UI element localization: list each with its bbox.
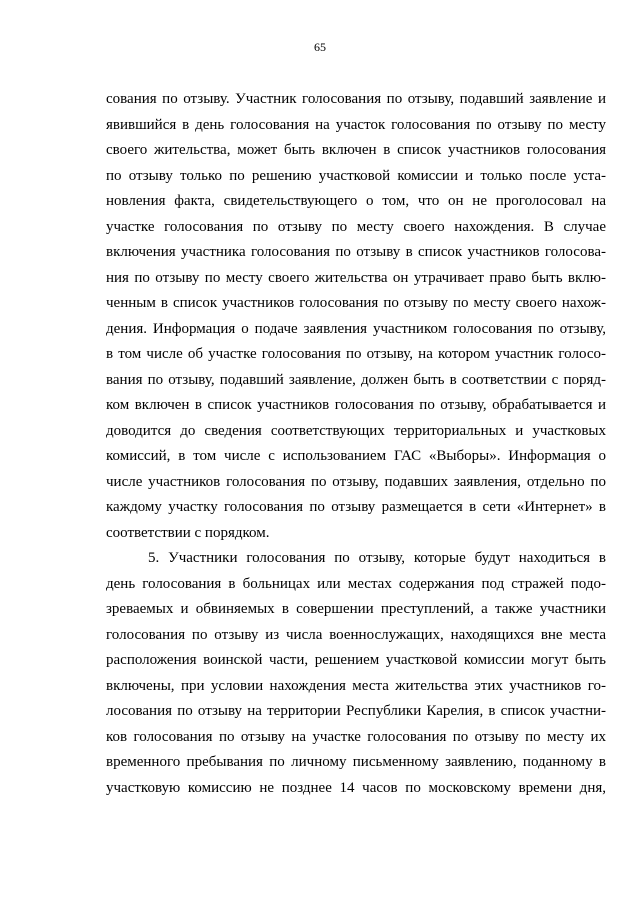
page-number: 65 bbox=[314, 40, 326, 54]
text-line: ченным в список участников голосования по отзыву по месту своего нахож- bbox=[106, 295, 606, 311]
text-line: ком включен в список участников голосования по отзыву, обрабатывается и bbox=[106, 397, 606, 413]
text-line: вания по отзыву, подавший заявление, должен быть в соответствии с поряд- bbox=[106, 371, 606, 388]
text-line: голосования по отзыву из числа военнослужащих, находящихся вне места bbox=[106, 626, 606, 643]
text-line: по отзыву только по решению участковой комиссии и только после уста- bbox=[106, 167, 606, 184]
text-line: включения участника голосования по отзыву в список участников голосова- bbox=[106, 244, 606, 260]
text-line: каждому участку голосования по отзыву размещается в сети «Интернет» в bbox=[106, 499, 606, 515]
text-line: зреваемых и обвиняемых в совершении преступлений, а также участники bbox=[106, 601, 606, 617]
text-line: доводится до сведения соответствующих территориальных и участковых bbox=[106, 422, 606, 439]
text-line: 5. Участники голосования по отзыву, которые будут находиться в bbox=[148, 550, 606, 566]
page-body bbox=[106, 87, 606, 801]
text-line: сования по отзыву. Участник голосования по отзыву, подавший заявление и bbox=[106, 91, 606, 107]
text-line: ния по отзыву по месту своего жительства он утрачивает право быть вклю- bbox=[106, 269, 606, 286]
text-line: участковую комиссию не позднее 14 часов по московскому времени дня, bbox=[106, 779, 606, 796]
text-line: дения. Информация о подаче заявления участником голосования по отзыву, bbox=[106, 320, 606, 337]
text-line: временного пребывания по личному письменному заявлению, поданному в bbox=[106, 754, 606, 770]
text-line: своего жительства, может быть включен в список участников голосования bbox=[106, 142, 606, 158]
text-line: явившийся в день голосования на участок голосования по отзыву по месту bbox=[106, 116, 606, 133]
text-line: соответствии с порядком. bbox=[106, 524, 270, 541]
text-line: участке голосования по отзыву по месту своего нахождения. В случае bbox=[106, 218, 606, 235]
text-line: ков голосования по отзыву на участке голосования по отзыву по месту их bbox=[106, 728, 606, 745]
text-line: день голосования в больницах или местах содержания под стражей подо- bbox=[106, 575, 606, 592]
text-line: комиссий, в том числе с использованием ГАС «Выборы». Информация о bbox=[106, 448, 606, 464]
text-line: расположения воинской части, решением участковой комиссии могут быть bbox=[106, 652, 606, 668]
text-line: новления факта, свидетельствующего о том, что он не проголосовал на bbox=[106, 193, 606, 209]
text-line: числе участников голосования по отзыву, подавших заявления, отдельно по bbox=[106, 473, 606, 490]
text-line: лосования по отзыву на территории Республики Карелия, в список участни- bbox=[106, 703, 606, 719]
text-line: в том числе об участке голосования по отзыву, на котором участник голосо- bbox=[106, 346, 606, 362]
text-line: включены, при условии нахождения места жительства этих участников го- bbox=[106, 677, 606, 694]
